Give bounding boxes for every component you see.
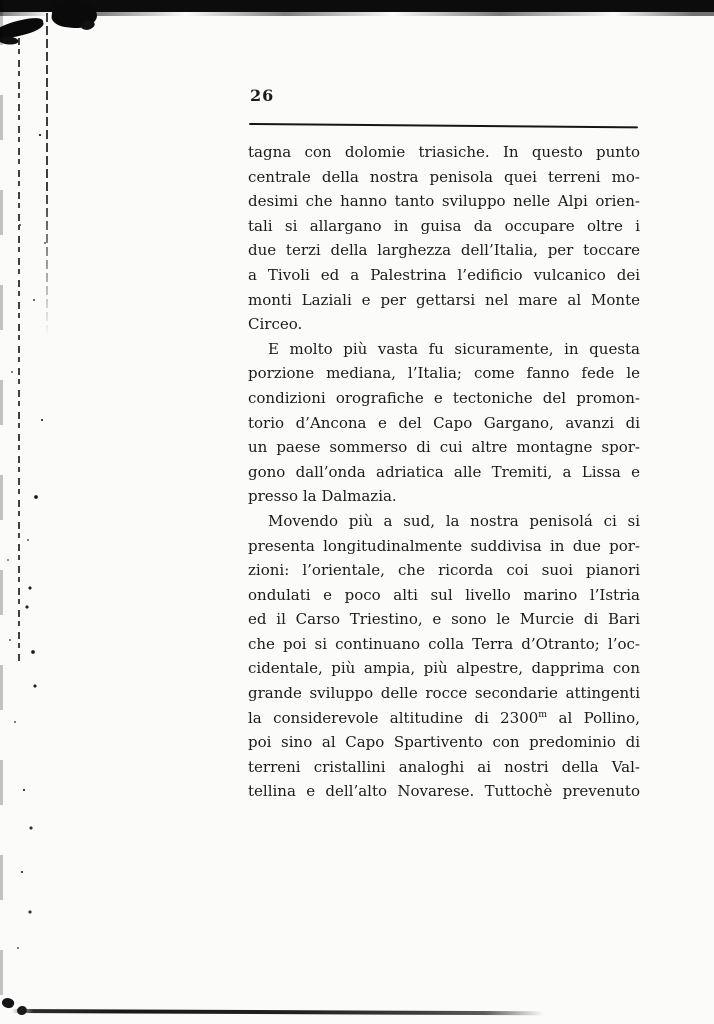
text-line: tellina e dell’alto Novarese. Tuttochè prevenuto (248, 782, 640, 801)
text-line: gono dall’onda adriatica alle Tremiti, a Lissa e (248, 462, 640, 481)
text-line: desimi che hanno tanto sviluppo nelle Alpi orien- (248, 192, 640, 211)
text-line: porzione mediana, l’Italia; come fanno fede le (248, 364, 640, 383)
text-line: un paese sommerso di cui altre montagne spor- (248, 438, 640, 457)
text-line: tagna con dolomie triasiche. In questo punto (248, 143, 640, 161)
text-line: la considerevole altitudine di 2300$^m$ al Pollino, (248, 708, 640, 727)
scan-artifact-bottom-line (12, 1009, 544, 1015)
text-line: cidentale, più ampia, più alpestre, dapprima con (248, 659, 640, 678)
text-line: ed il Carso Triestino, e sono le Murcie di Bari (248, 610, 640, 629)
text-line: presenta longitudinalmente suddivisa in due por- (248, 536, 640, 555)
text-line: E molto più vasta fu sicuramente, in questa (268, 339, 640, 358)
text-line: terreni cristallini analoghi ai nostri della Val- (248, 757, 640, 776)
paragraph (248, 140, 640, 337)
scan-artifact-speckles (0, 0, 60, 1024)
text-line: tali si allargano in guisa da occupare oltre i (248, 216, 640, 235)
text-line: zioni: l’orientale, che ricorda coi suoi pianori (248, 561, 640, 580)
text-line: che poi si continuano colla Terra d’Otranto; l’oc- (248, 634, 640, 653)
text-line: condizioni orografiche e tectoniche del promon- (248, 388, 640, 407)
header-rule (249, 123, 638, 129)
page-number: 26 (250, 86, 275, 105)
text-line: poi sino al Capo Spartivento con predominio di (248, 733, 640, 752)
text-line: torio d’Ancona e del Capo Gargano, avanzi di (248, 413, 640, 432)
text-line: due terzi della larghezza dell’Italia, per toccare (248, 241, 640, 260)
paragraph (248, 337, 640, 509)
text-line: presso la Dalmazia. (248, 487, 397, 506)
text-line: monti Laziali e per gettarsi nel mare al Monte (248, 290, 640, 309)
scan-artifact-top-band (0, 0, 714, 12)
text-block (248, 140, 640, 804)
text-line: centrale della nostra penisola quei terreni mo- (248, 167, 640, 186)
text-line: grande sviluppo delle rocce secondarie attingenti (248, 684, 640, 703)
text-line: ondulati e poco alti sul livello marino l’Istria (248, 585, 640, 604)
text-line: Circeo. (248, 315, 303, 334)
paragraph (248, 509, 640, 804)
text-line: a Tivoli ed a Palestrina l’edificio vulcanico dei (248, 265, 640, 284)
text-line: Movendo più a sud, la nostra penisolá ci si (268, 511, 640, 530)
